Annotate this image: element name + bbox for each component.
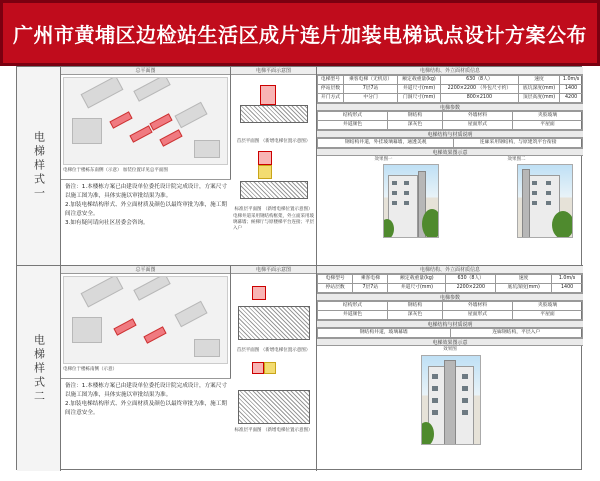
elevator-parameter-panel (317, 67, 583, 266)
design-remarks: 备注：1.本楼栋方案已由建设单位委托设计院完成设计，方案尺寸以施工图为准，具体实施以审批结果为准。 2.加装电梯结构形式、外立面材质及颜色以最终审批为准，施工期间注意安全。 (61, 378, 231, 471)
title-banner (0, 0, 600, 66)
section-label-1: 电梯样式一 (17, 67, 61, 265)
plan-note: 电梯井道采用钢结构框架，外立面采用玻璃幕墙；候梯厅与原楼梯平台连接；平层入户 (233, 214, 314, 231)
elevator-style-two-section (17, 266, 583, 471)
render-photo (421, 355, 481, 445)
config-header: 电梯参数 (317, 293, 583, 301)
building-block (72, 118, 102, 144)
standard-floor-plan (234, 356, 314, 426)
render-photo (517, 164, 573, 238)
params-table (317, 274, 583, 293)
render-header: 电梯效果图示意 (317, 338, 583, 346)
params-table (317, 75, 583, 103)
site-plan-header: 总平面图 (61, 266, 230, 274)
target-building (143, 326, 166, 343)
site-plan-note: 电梯位于楼栋南侧（示意） (63, 367, 117, 372)
config-table (317, 111, 583, 130)
table-row: 电梯型号 乘客电梯 额定载重量(kg) 630（8人） 速度 1.0m/s (318, 275, 583, 284)
table-row: 井道颜色 深灰色 屋面形式 平屋面 (318, 121, 583, 130)
elevator-shaft (444, 360, 456, 445)
ground-floor-plan (234, 276, 314, 346)
structure-header: 电梯结构与材质说明 (317, 320, 583, 328)
elevator-shaft-mark (252, 286, 266, 300)
design-remarks: 备注：1.本楼栋方案已由建设单位委托设计院完成设计，方案尺寸以施工图为准，具体实施以审批结果为准。 2.加装电梯结构形式、外立面材质及颜色以最终审批为准，施工期间注意安全。 3.如有疑问请向社区居委会咨询。 (61, 179, 231, 266)
table-row: 结构形式 钢结构 外墙材料 夹胶玻璃 (318, 112, 583, 121)
elevator-parameter-panel (317, 266, 583, 471)
structure-header: 电梯结构与材质说明 (317, 130, 583, 138)
building-block (194, 140, 220, 158)
building-block (174, 102, 207, 128)
target-building (109, 111, 132, 128)
site-plan-header: 总平面图 (61, 67, 230, 75)
params-header: 电梯结构、外立面材质信息 (317, 67, 583, 75)
site-plan-drawing (63, 276, 228, 364)
site-plan-panel (61, 266, 231, 378)
table-row: 开门方式 中分门 门洞尺寸(mm) 800×2100 顶层高度(mm) 4200 (318, 94, 583, 103)
table-row: 钢结构井道，外挂玻璃幕墙，通透美观 连廊采用钢结构，与原建筑平台衔接 (318, 139, 583, 148)
standard-floor-caption: 标准层平面图 （新增电梯位置示意图） (234, 428, 313, 433)
table-row: 电梯型号 乘客电梯（无机房） 额定载重量(kg) 630（8人） 速度 1.0m/s (318, 76, 583, 85)
ground-floor-caption: 首层平面图 （新增电梯位置示意图） (236, 139, 311, 144)
page-title: 广州市黄埔区边检站生活区成片连片加装电梯试点设计方案公布 (13, 22, 587, 47)
render-photo (383, 164, 439, 238)
target-building (159, 129, 182, 146)
table-row: 钢结构井道，玻璃幕墙 连廊钢结构，平层入户 (318, 329, 583, 338)
ground-floor-plan (234, 77, 314, 137)
params-header: 电梯结构、外立面材质信息 (317, 266, 583, 274)
site-plan-panel (61, 67, 231, 179)
render-area: 效果图 (317, 346, 583, 446)
standard-floor-caption: 标准层平面图 （新增电梯位置示意图） (234, 207, 313, 212)
config-table (317, 301, 583, 320)
floor-plan-panel (231, 67, 317, 266)
building-block (133, 77, 170, 102)
table-row: 结构形式 钢结构 外墙材料 夹胶玻璃 (318, 302, 583, 311)
structure-table (317, 328, 583, 338)
structure-table (317, 138, 583, 148)
target-building (129, 125, 152, 142)
floor-plan-header: 电梯平面示意图 (231, 266, 316, 274)
table-row: 停站层数 7层7站 井道尺寸(mm) 2200×2200 （外包尺寸约） 底坑深度(mm) 1400 (318, 85, 583, 94)
target-building (149, 113, 172, 130)
site-plan-drawing (63, 77, 228, 165)
section-label-2: 电梯样式二 (17, 266, 61, 471)
corridor-mark (264, 362, 276, 374)
config-header: 电梯参数 (317, 103, 583, 111)
ground-floor-caption: 首层平面图 （新增电梯位置示意图） (236, 348, 311, 353)
render-area: 效果图一 效果图二 (317, 156, 583, 240)
corridor-mark (258, 165, 272, 179)
site-plan-note: 电梯位于楼栋东南侧（示意） 加装位置详见总平面图 (63, 168, 168, 173)
floor-plan-panel (231, 266, 317, 471)
elevator-shaft (522, 169, 530, 238)
table-row: 井道颜色 深灰色 屋面形式 平屋面 (318, 311, 583, 320)
design-board (16, 66, 582, 470)
building-block (81, 77, 124, 108)
target-building (113, 318, 136, 335)
elevator-style-one-section (17, 67, 583, 266)
floor-plan-header: 电梯平面示意图 (231, 67, 316, 75)
table-row: 停站层数 7层7站 井道尺寸(mm) 2200×2200 底坑深度(mm) 1400 (318, 284, 583, 293)
standard-floor-plan (234, 147, 314, 205)
elevator-shaft-mark (260, 85, 276, 105)
render-header: 电梯效果图示意 (317, 148, 583, 156)
